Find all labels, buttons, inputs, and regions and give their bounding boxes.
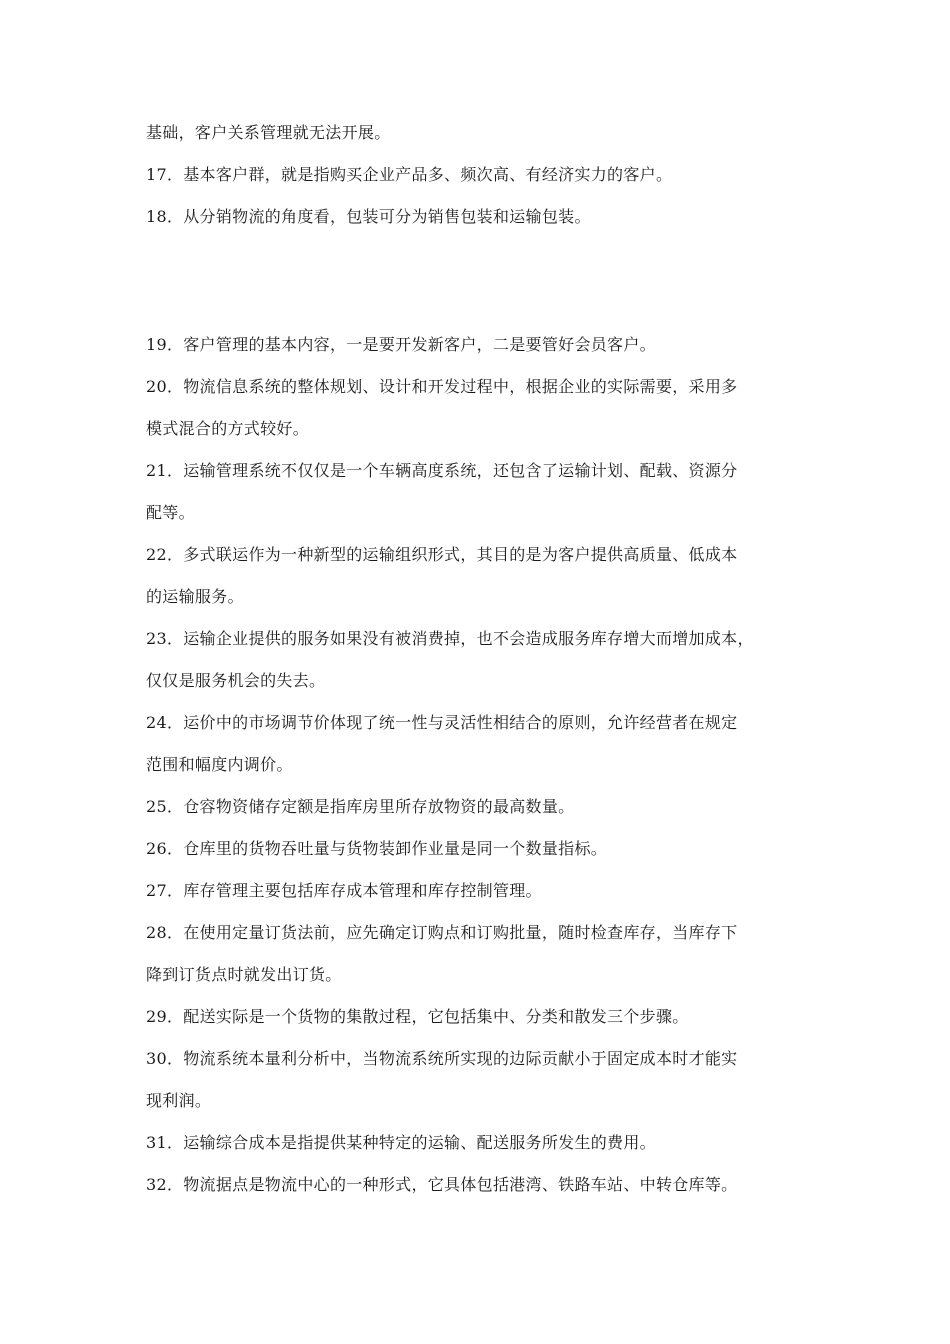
text-line: 配等。 (146, 503, 195, 522)
text-line: 基础，客户关系管理就无法开展。 (146, 123, 391, 142)
text-line: 24．运价中的市场调节价体现了统一性与灵活性相结合的原则，允许经营者在规定 (146, 713, 738, 732)
text-block-top (146, 122, 812, 248)
text-line: 的运输服务。 (146, 587, 244, 606)
text-line: 18．从分销物流的角度看，包装可分为销售包装和运输包装。 (146, 207, 591, 226)
text-block-main (146, 334, 812, 1216)
text-line: 32．物流据点是物流中心的一种形式，它具体包括港湾、铁路车站、中转仓库等。 (146, 1175, 738, 1194)
text-line: 现利润。 (146, 1091, 212, 1110)
text-line: 27．库存管理主要包括库存成本管理和库存控制管理。 (146, 881, 542, 900)
text-line: 20．物流信息系统的整体规划、设计和开发过程中，根据企业的实际需要，采用多 (146, 377, 738, 396)
text-line: 22．多式联运作为一种新型的运输组织形式，其目的是为客户提供高质量、低成本 (146, 545, 738, 564)
text-line: 模式混合的方式较好。 (146, 419, 310, 438)
text-line: 21．运输管理系统不仅仅是一个车辆高度系统，还包含了运输计划、配载、资源分 (146, 461, 738, 480)
text-line: 范围和幅度内调价。 (146, 755, 293, 774)
text-line: 28．在使用定量订货法前，应先确定订购点和订购批量，随时检查库存，当库存下 (146, 923, 738, 942)
text-line: 23．运输企业提供的服务如果没有被消费掉，也不会造成服务库存增大而增加成本， (146, 629, 754, 648)
text-line: 30．物流系统本量利分析中，当物流系统所实现的边际贡献小于固定成本时才能实 (146, 1049, 738, 1068)
text-line: 降到订货点时就发出订货。 (146, 965, 342, 984)
text-line: 29．配送实际是一个货物的集散过程，它包括集中、分类和散发三个步骤。 (146, 1007, 689, 1026)
text-line: 19．客户管理的基本内容，一是要开发新客户，二是要管好会员客户。 (146, 335, 656, 354)
text-line: 26．仓库里的货物吞吐量与货物装卸作业量是同一个数量指标。 (146, 839, 608, 858)
text-line: 仅仅是服务机会的失去。 (146, 671, 326, 690)
text-line: 17．基本客户群，就是指购买企业产品多、频次高、有经济实力的客户。 (146, 165, 673, 184)
text-line: 31．运输综合成本是指提供某种特定的运输、配送服务所发生的费用。 (146, 1133, 656, 1152)
text-line: 25．仓容物资储存定额是指库房里所存放物资的最高数量。 (146, 797, 575, 816)
